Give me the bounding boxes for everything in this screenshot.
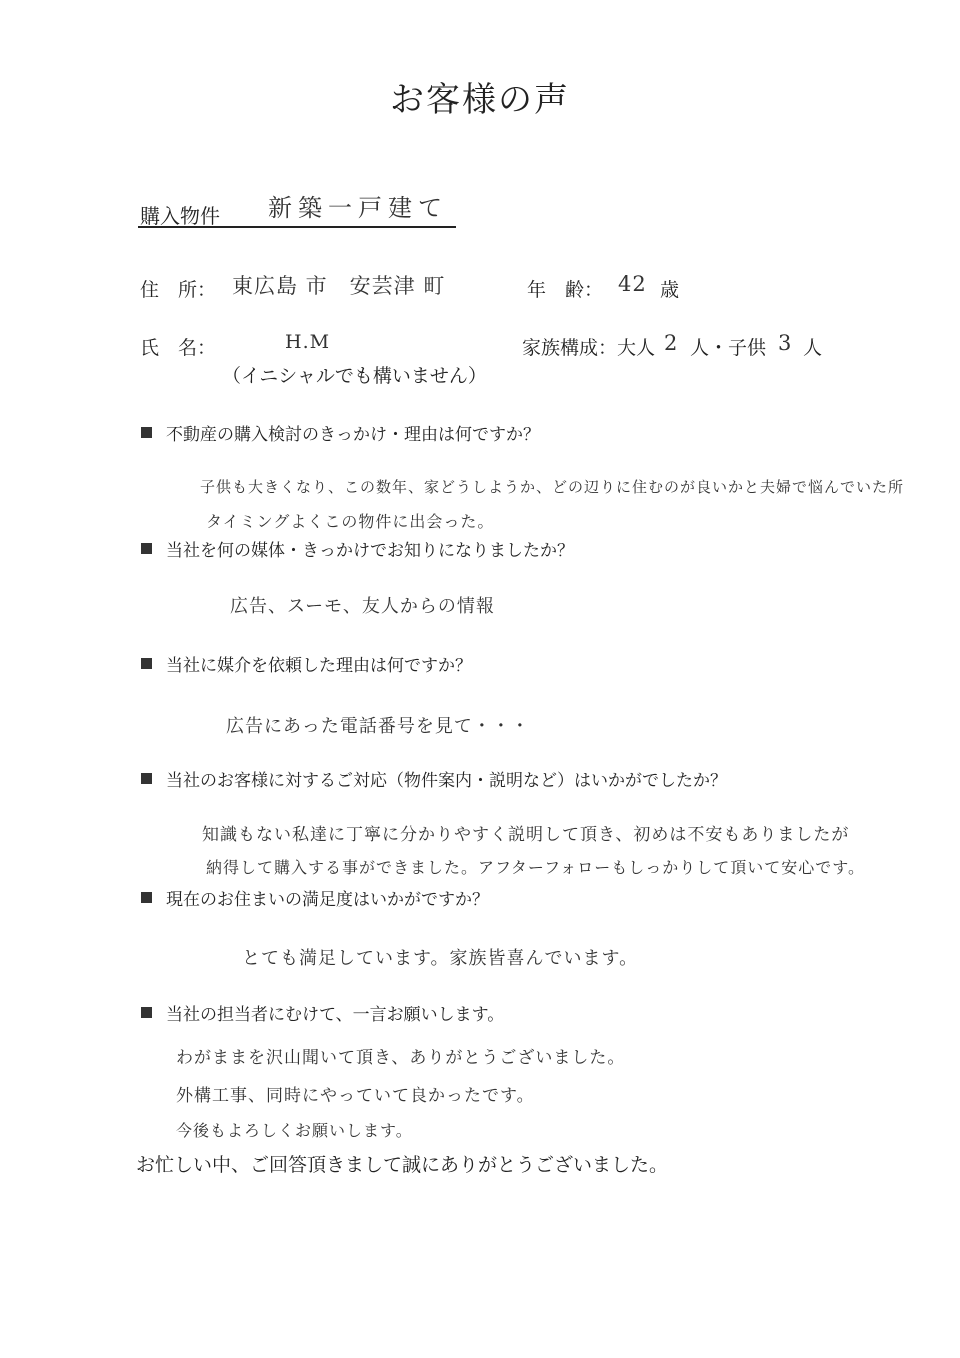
question-2	[141, 537, 574, 559]
answer-line: 子供も大きくなり、この数年、家どうしようか、どの辺りに住むのが良いかと夫婦で悩んでいた所	[200, 478, 905, 496]
answer-line: 広告にあった電話番号を見て・・・	[226, 716, 530, 737]
square-bullet-icon	[141, 773, 152, 784]
answer-line: わがままを沢山聞いて頂き、ありがとうございました。	[176, 1048, 626, 1068]
answer-line: タイミングよくこの物件に出会った。	[206, 512, 495, 531]
age-unit: 歳	[660, 279, 680, 301]
question-3	[141, 652, 472, 674]
property-underline	[138, 226, 456, 228]
question-text: 当社に媒介を依頼した理由は何ですか？	[166, 655, 472, 676]
question-6	[141, 1001, 504, 1023]
answer-line: とても満足しています。家族皆喜んでいます。	[242, 948, 639, 969]
square-bullet-icon	[141, 427, 152, 438]
question-text: 不動産の購入検討のきっかけ・理由は何ですか？	[166, 424, 540, 445]
family-label: 家族構成：大人	[522, 337, 656, 359]
question-5	[141, 886, 489, 908]
family-adults-value: 2	[664, 331, 679, 355]
property-value: 新築一戸建て	[268, 194, 448, 222]
address-label: 住 所：	[140, 279, 217, 301]
answer-line: 外構工事、同時にやっていて良かったです。	[176, 1086, 535, 1106]
age-label: 年 齢：	[527, 279, 604, 301]
answer-line: 知識もない私達に丁寧に分かりやすく説明して頂き、初めは不安もありましたが	[202, 825, 850, 845]
page-title: お客様の声	[390, 80, 570, 120]
address-value: 東広島 市 安芸津 町	[232, 274, 446, 298]
family-children-unit: 人	[803, 337, 823, 359]
question-text: 当社のお客様に対するご対応（物件案内・説明など）はいかがでしたか？	[166, 770, 727, 791]
closing-message: お忙しい中、ご回答頂きまして誠にありがとうございました。	[136, 1154, 669, 1176]
question-text: 現在のお住まいの満足度はいかがですか？	[166, 889, 489, 910]
answer-line: 納得して購入する事ができました。アフターフォローもしっかりして頂いて安心です。	[206, 858, 866, 877]
square-bullet-icon	[141, 892, 152, 903]
property-label: 購入物件	[140, 204, 220, 228]
family-adults-unit: 人・子供	[690, 337, 767, 359]
question-4	[141, 767, 727, 789]
name-value: H.M	[285, 331, 331, 353]
question-text: 当社の担当者にむけて、一言お願いします。	[166, 1004, 505, 1025]
family-children-value: 3	[778, 331, 793, 355]
answer-line: 広告、スーモ、友人からの情報	[230, 596, 495, 617]
question-1	[141, 421, 540, 443]
square-bullet-icon	[141, 1007, 152, 1018]
name-note: （イニシャルでも構いません）	[222, 365, 487, 387]
square-bullet-icon	[141, 543, 152, 554]
name-label: 氏 名：	[140, 337, 217, 359]
square-bullet-icon	[141, 658, 152, 669]
question-text: 当社を何の媒体・きっかけでお知りになりましたか？	[166, 540, 574, 561]
answer-line: 今後もよろしくお願いします。	[176, 1121, 413, 1140]
age-value: 42	[618, 272, 647, 296]
